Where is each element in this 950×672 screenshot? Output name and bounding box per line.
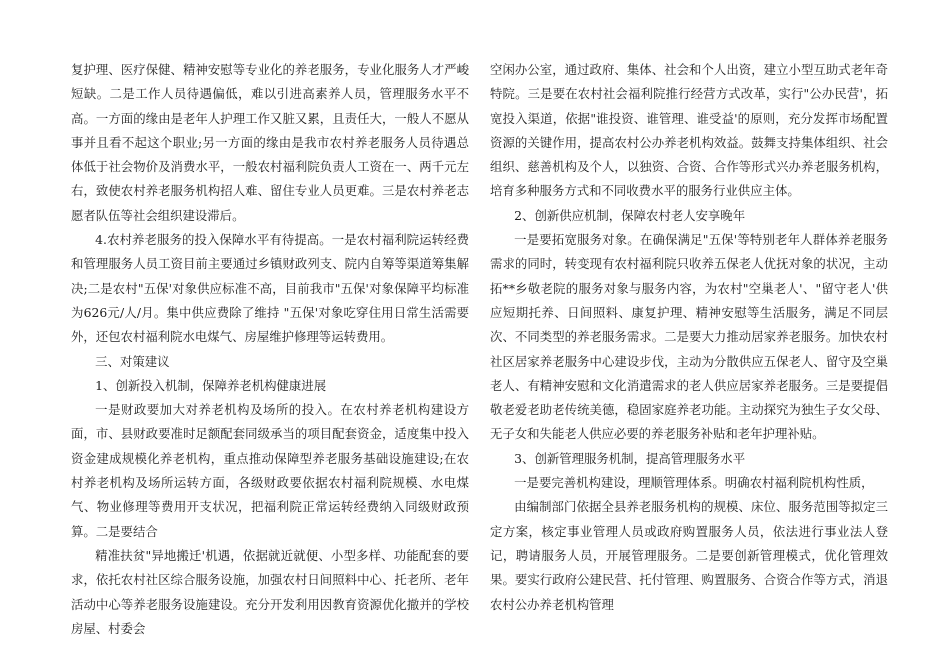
paragraph: 由编制部门依据全县养老服务机构的规模、床位、服务范围等拟定三定方案，核定事业管理人员或政府购置服务人员，依法进行事业法人登记，聘请服务人员，开展管理服务。二是要创新管理模式，优化管理效果。要实行政府公建民营、托付管理、购置服务、合资合作等方式，消退农村公办养老机构管理 [490, 499, 888, 612]
paragraph: 一是要拓宽服务对象。在确保满足"五保'等特别老年人群体养老服务需求的同时，转变现有农村福利院只收养五保老人优抚对象的状况，主动拓**乡敬老院的服务对象与服务内容，为农村"空巢老人'、"留守老人'供应短期托养、日间照料、康复护理、精神安慰等生活服务，满足不同层次、不同类型的养老服务需求。二是要大力推动居家养老服务。加快农村社区居家养老服务中心建设步伐，主动为分散供应五保老人、留守及空巢老人、有精神安慰和文化消遣需求的老人供应居家养老服务。三是要提倡敬老爱老助老传统美德，稳固家庭养老功能。主动探究为独生子女父母、无子女和失能老人供应必要的养老服务补贴和老年护理补贴。 [490, 232, 888, 442]
paragraph: 精准扶贫"异地搬迁'机遇，依据就近就便、小型多样、功能配套的要求，依托农村社区综合服务设施，加强农村日间照料中心、托老所、老年活动中心等养老服务设施建设。充分开发利用因教育资源优化撤并的学校房屋、村委会 [71, 547, 469, 636]
right-column [490, 58, 888, 617]
paragraph: 复护理、医疗保健、精神安慰等专业化的养老服务，专业化服务人才严峻短缺。二是工作人员待遇偏低，难以引进高素养人员，管理服务水平不高。一方面的缘由是老年人护理工作又脏又累，且责任大，一般人不愿从事并且看不起这个职业;另一方面的缘由是我市农村养老服务人员待遇总体低于社会物价及消费水平，一般农村福利院负责人工资在一、两千元左右，致使农村养老服务机构招人难、留住专业人员更难。三是农村养老志愿者队伍等社会组织建设滞后。 [71, 62, 469, 223]
subsection-heading: 3、创新管理服务机制，提高管理服务水平 [514, 450, 746, 466]
paragraph: 一是要完善机构建设，理顺管理体系。明确农村福利院机构性质， [514, 475, 874, 491]
section-heading: 三、对策建议 [95, 353, 170, 369]
subsection-heading: 1、创新投入机制，保障养老机构健康进展 [95, 377, 327, 393]
subsection-heading: 2、创新供应机制，保障农村老人安享晚年 [514, 207, 746, 223]
paragraph: 空闲办公室，通过政府、集体、社会和个人出资，建立小型互助式老年奇特院。三是要在农村社会福利院推行经营方式改革，实行"公办民营'，拓宽投入渠道，依据"谁投资、谁管理、谁受益'的原则，充分发挥市场配置资源的关键作用，提高农村公办养老机构效益。鼓舞支持集体组织、社会组织、慈善机构及个人，以独资、合资、合作等形式兴办养老服务机构，培育多种服务方式和不同收费水平的服务行业供应主体。 [490, 62, 888, 199]
paragraph: 4.农村养老服务的投入保障水平有待提高。一是农村福利院运转经费和管理服务人员工资目前主要通过乡镇财政列支、院内自筹等渠道筹集解决;二是农村"五保'对象供应标准不高，目前我市"五保'对象保障平均标准为626元/人/月。集中供应费除了维持 "五保'对象吃穿住用日常生活需要外，还包农村福利院水电煤气、房屋维护修理等运转费用。 [71, 232, 469, 345]
paragraph: 一是财政要加大对养老机构及场所的投入。在农村养老机构建设方面，市、县财政要准时足额配套同级承当的项目配套资金，适度集中投入资金建成规模化养老机构，重点推动保障型养老服务基础设施建设;在农村养老机构及场所运转方面，各级财政要依据农村福利院规模、水电煤气、物业修理等费用开支状况，把福利院正常运转经费纳入同级财政预算。二是要结合 [71, 402, 469, 539]
left-column [71, 58, 469, 641]
